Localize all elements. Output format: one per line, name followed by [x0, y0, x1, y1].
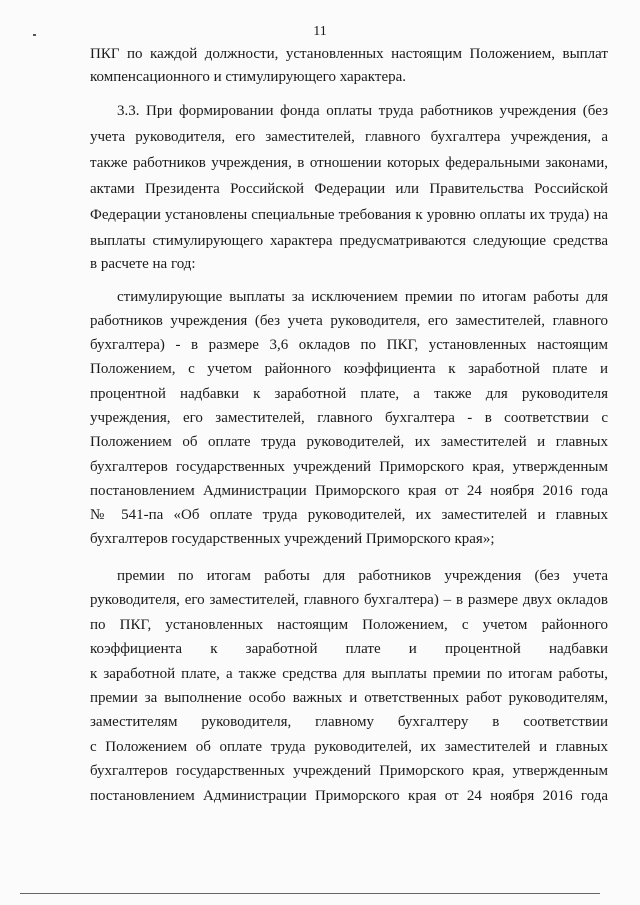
text-line: стимулирующие выплаты за исключением премии по итогам работы для: [117, 289, 608, 305]
bottom-rule: [20, 893, 600, 894]
text-line: бухгалтеров государственных учреждений Приморского края, утвержденным: [90, 763, 608, 779]
text-line: ПКГ по каждой должности, установленных настоящим Положением, выплат: [90, 46, 608, 62]
text-line: к заработной плате, а также средства для выплаты премии по итогам работы,: [90, 666, 608, 682]
text-line: учреждения, его заместителей, главного бухгалтера - в соответствии с: [90, 410, 608, 426]
text-line: руководителя, его заместителей, главного бухгалтера) – в размере двух окладов: [90, 592, 608, 608]
text-line: выплаты стимулирующего характера предусматриваются следующие средства: [90, 233, 608, 249]
text-line: Федерации установлены специальные требования к уровню оплаты их труда) на: [90, 207, 608, 223]
text-line: 3.3. При формировании фонда оплаты труда работников учреждения (без: [117, 103, 608, 119]
text-line: заместителям руководителя, главному бухгалтеру в соответствии: [90, 714, 608, 730]
text-line: процентной надбавки к заработной плате, а также для руководителя: [90, 386, 608, 402]
text-line: № 541-па «Об оплате труда руководителей, их заместителей и главных: [90, 507, 608, 523]
text-line: также работников учреждения, в отношении которых федеральными законами,: [90, 155, 608, 171]
text-line: бухгалтеров государственных учреждений Приморского края, утвержденным: [90, 459, 608, 475]
text-line: Положением об оплате труда руководителей, их заместителей и главных: [90, 434, 608, 450]
text-line: учета руководителя, его заместителей, главного бухгалтера учреждения, а: [90, 129, 608, 145]
text-line: коэффициента к заработной плате и процентной надбавки: [90, 641, 608, 657]
text-line: бухгалтера) - в размере 3,6 окладов по ПКГ, установленных настоящим: [90, 337, 608, 353]
text-line: в расчете на год:: [90, 256, 196, 272]
text-line: Положением, с учетом районного коэффициента к заработной плате и: [90, 361, 608, 377]
text-line: премии за выполнение особо важных и ответственных работ руководителям,: [90, 690, 608, 706]
text-line: актами Президента Российской Федерации или Правительства Российской: [90, 181, 608, 197]
text-line: по ПКГ, установленных настоящим Положением, с учетом районного: [90, 617, 608, 633]
text-line: постановлением Администрации Приморского края от 24 ноября 2016 года: [90, 788, 608, 804]
page-number: 11: [313, 24, 327, 39]
text-line: бухгалтеров государственных учреждений Приморского края»;: [90, 531, 495, 547]
text-line: работников учреждения (без учета руководителя, его заместителей, главного: [90, 313, 608, 329]
text-line: с Положением об оплате труда руководителей, их заместителей и главных: [90, 739, 608, 755]
text-line: компенсационного и стимулирующего характера.: [90, 69, 407, 85]
text-line: постановлением Администрации Приморского края от 24 ноября 2016 года: [90, 483, 608, 499]
text-line: премии по итогам работы для работников учреждения (без учета: [117, 568, 608, 584]
